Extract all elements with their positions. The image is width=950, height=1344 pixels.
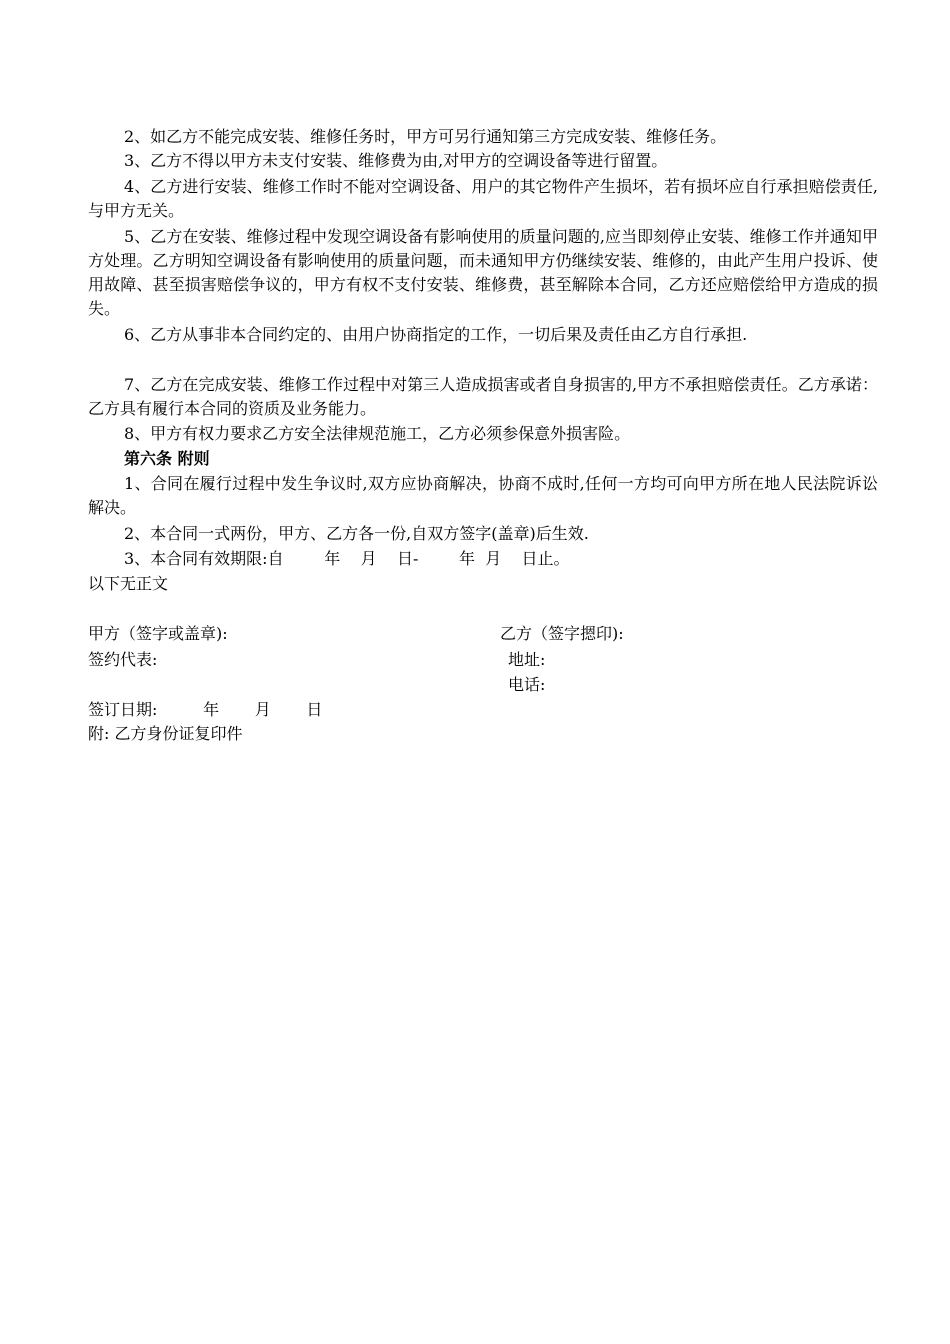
sign-date: 签订日期: 年 月 日 [88, 700, 323, 719]
article-6-item-2: 2、本合同一式两份，甲方、乙方各一份,自双方签字(盖章)后生效. [124, 524, 589, 543]
clause-4: 4、乙方进行安装、维修工作时不能对空调设备、用户的其它物件产生损坏，若有损坏应自行承担赔偿责任,与甲方无关。 [88, 177, 878, 220]
representative-label: 签约代表: [88, 650, 158, 669]
clause-7: 7、乙方在完成安装、维修工作过程中对第三人造成损害或者自身损害的,甲方不承担赔偿责任。乙方承诺：乙方具有履行本合同的资质及业务能力。 [88, 375, 878, 418]
clause-5: 5、乙方在安装、维修过程中发现空调设备有影响使用的质量问题的,应当即刻停止安装、维修工作并通知甲方处理。乙方明知空调设备有影响使用的质量问题，而未通知甲方仍继续安装、维修的，由此产生用户投诉、使用故障、甚至损害赔偿争议的，甲方有权不支付安装、维修费，甚至解除本合同，乙方还应赔偿给甲方造成的损失。 [88, 227, 878, 318]
clause-8: 8、甲方有权力要求乙方安全法律规范施工，乙方必须参保意外损害险。 [124, 424, 631, 443]
party-b-signature: 乙方（签字摁印): [500, 624, 624, 643]
clause-3: 3、乙方不得以甲方未支付安装、维修费为由,对甲方的空调设备等进行留置。 [124, 151, 668, 170]
article-6-heading: 第六条 附则 [124, 449, 210, 468]
no-more-text: 以下无正文 [88, 574, 169, 593]
article-6-item-3: 3、本合同有效期限:自 年 月 日- 年 月 日止。 [124, 549, 570, 568]
clause-6: 6、乙方从事非本合同约定的、由用户协商指定的工作，一切后果及责任由乙方自行承担. [124, 325, 748, 344]
attachment-note: 附: 乙方身份证复印件 [88, 724, 243, 743]
address-label: 地址: [508, 650, 546, 669]
party-a-signature: 甲方（签字或盖章): [88, 624, 228, 643]
article-6-item-1: 1、合同在履行过程中发生争议时,双方应协商解决，协商不成时,任何一方均可向甲方所在地人民法院诉讼解决。 [88, 474, 878, 517]
phone-label: 电话: [508, 675, 546, 694]
clause-2: 2、如乙方不能完成安装、维修任务时，甲方可另行通知第三方完成安装、维修任务。 [124, 127, 727, 146]
